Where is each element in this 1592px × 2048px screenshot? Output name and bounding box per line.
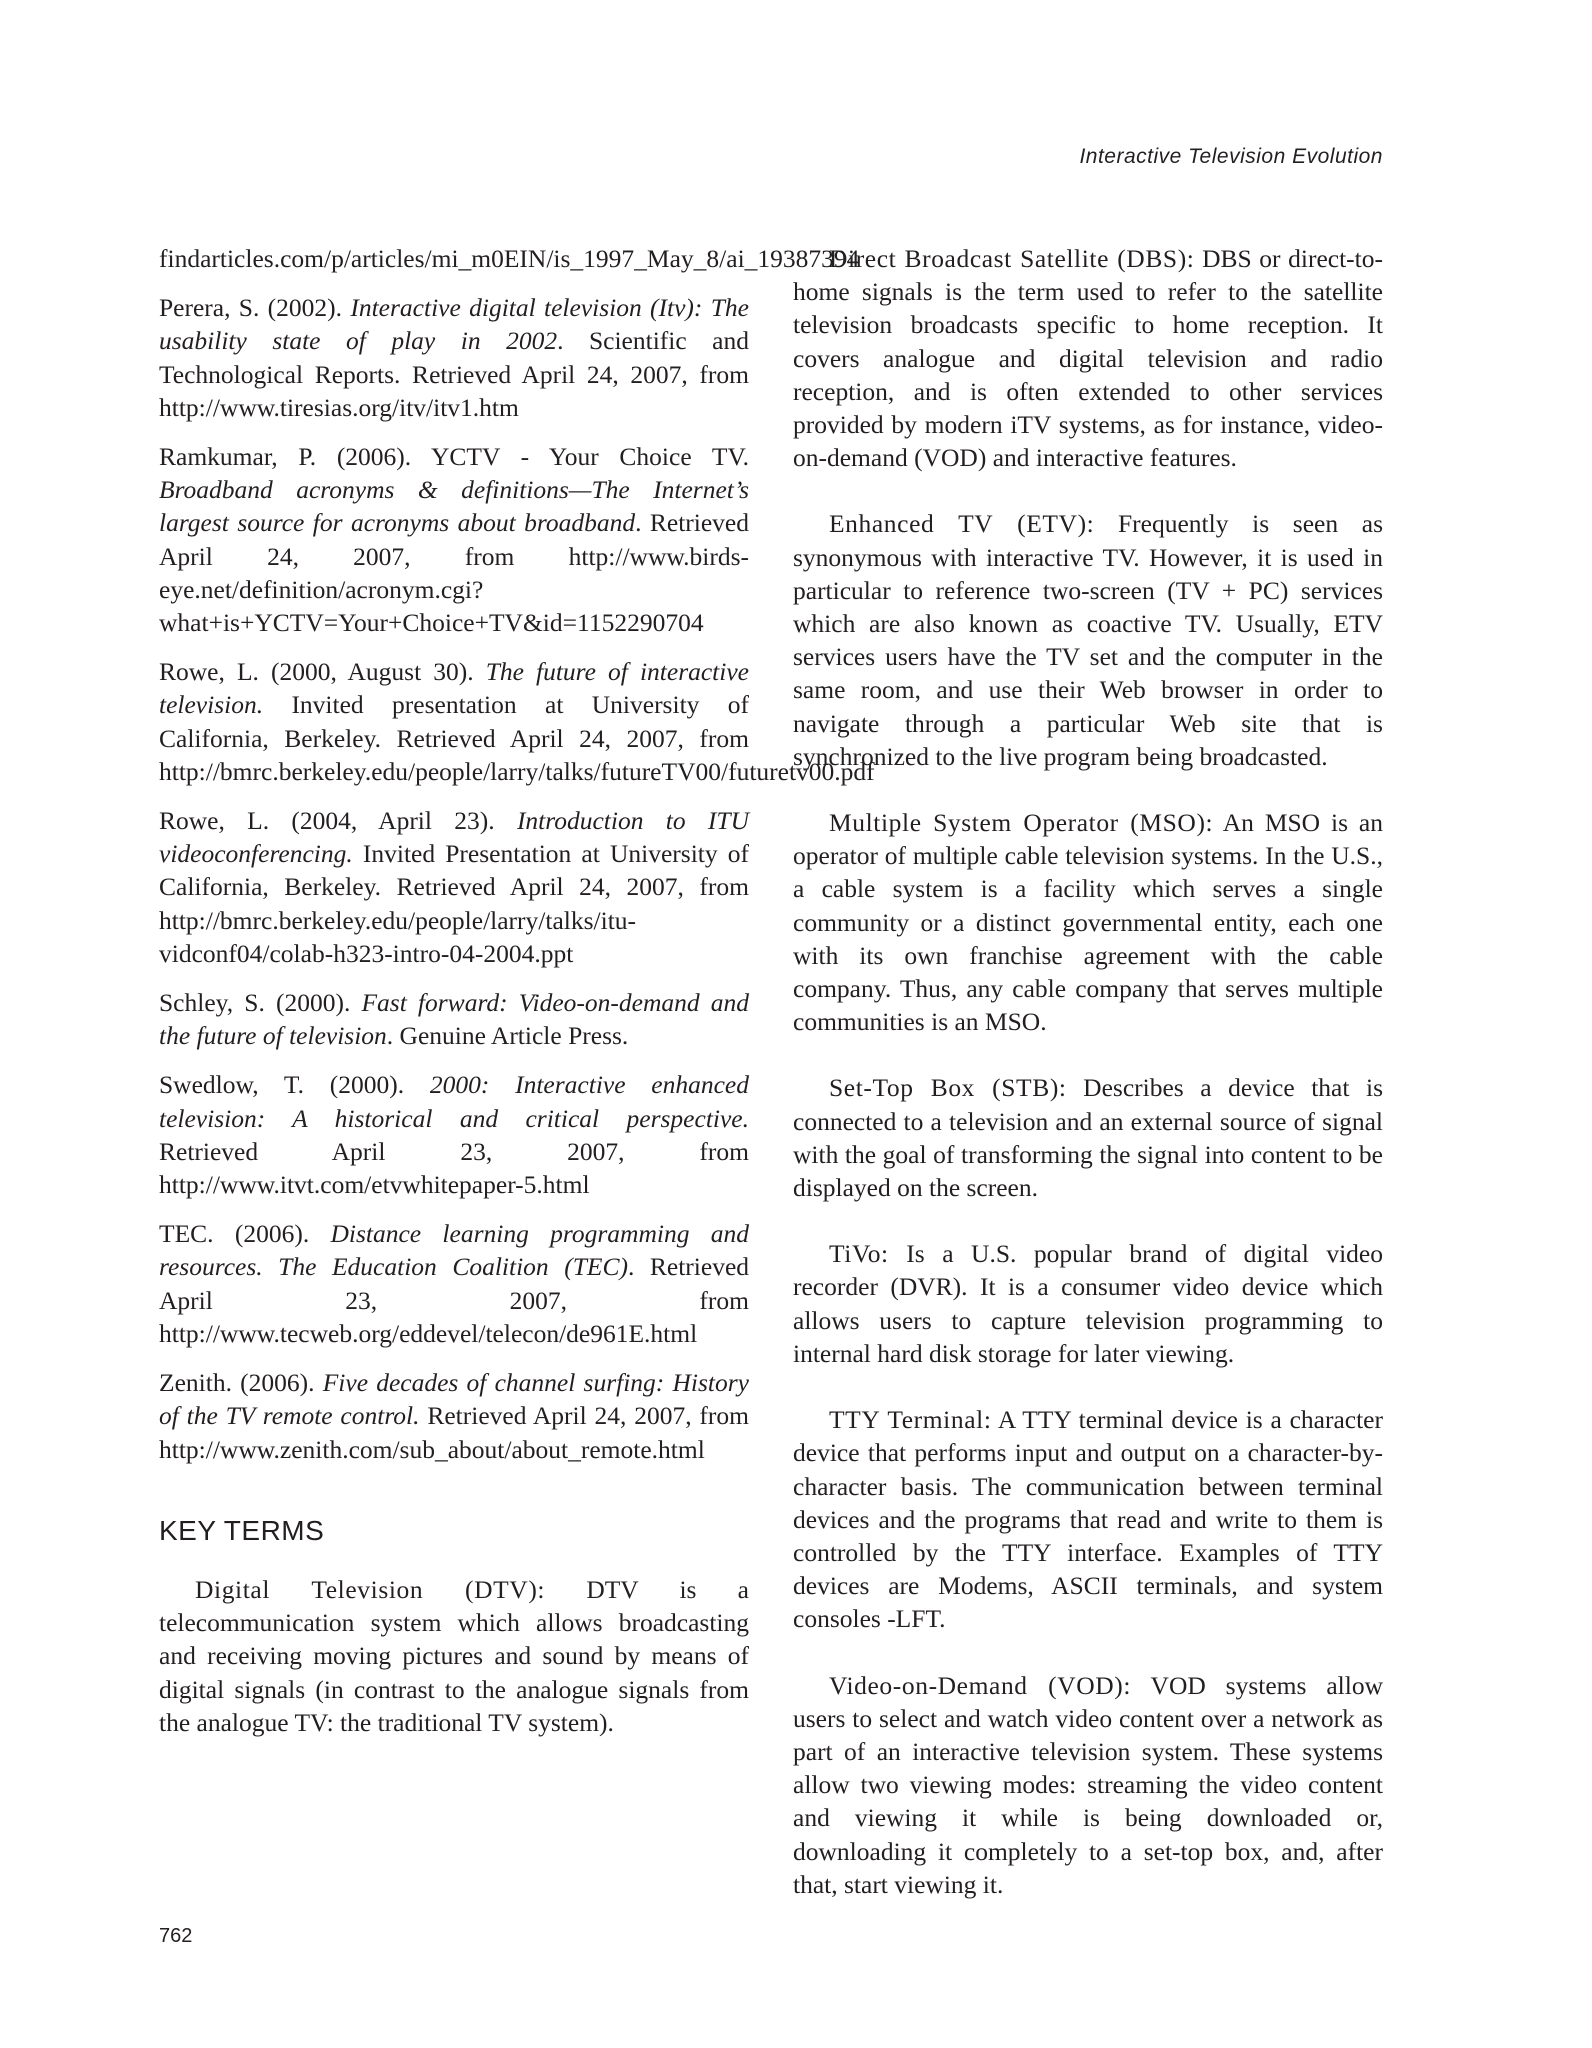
key-term-definition: Frequently is seen as synonymous with interactive TV. However, it is used in particular to reference two-screen (TV + PC) services which are also known as coactive TV. Usually, ETV services users have the TV set and the computer in the same room, and use their Web browser in order to navigate through a particular Web site that is synchronized to the live program being broadcasted. — [793, 509, 1383, 771]
reference-entry — [159, 804, 749, 970]
reference-author: Rowe, L. (2004, April 23). — [159, 806, 517, 836]
key-term-definition: Is a U.S. popular brand of digital video recorder (DVR). It is a consumer video device which allows users to capture television programming to internal hard disk storage for later viewing. — [793, 1239, 1383, 1368]
reference-author: Schley, S. (2000). — [159, 988, 362, 1018]
reference-entry — [159, 242, 860, 275]
key-term-definition: DBS or direct-to-home signals is the term used to refer to the satellite television broadcasts specific to home reception. It covers analogue and digital television and radio reception, and is often extended to other services provided by modern iTV systems, as for instance, video-on-demand (VOD) and interactive features. — [793, 244, 1383, 473]
key-term-entry — [793, 1237, 1383, 1370]
reference-source: . Genuine Article Press. — [386, 1021, 629, 1051]
reference-entry — [159, 986, 749, 1052]
reference-entry — [159, 291, 749, 424]
reference-author: Ramkumar, P. (2006). YCTV - Your Choice TV. — [159, 442, 749, 472]
key-term-name: Digital Television (DTV): — [195, 1574, 546, 1604]
key-term-entry — [793, 242, 1383, 474]
running-header: Interactive Television Evolution — [1079, 145, 1383, 168]
key-term-definition: DTV is a telecommunication system which allows broadcasting and receiving moving pictures and sound by means of digital signals (in contrast to the analogue signals from the analogue TV: the traditional TV system). — [159, 1574, 749, 1737]
key-term-entry — [793, 1071, 1383, 1204]
reference-entry — [159, 1068, 749, 1201]
reference-title: Introduction to ITU videoconferencing. — [159, 806, 749, 869]
key-term-name: TTY Terminal: — [829, 1405, 992, 1435]
key-term-definition: Describes a device that is connected to a television and an external source of signal with the goal of transforming the signal into content to be displayed on the screen. — [793, 1073, 1383, 1203]
key-term-name: Multiple System Operator (MSO): — [829, 808, 1214, 838]
key-term-entry — [793, 806, 1383, 1038]
key-term-entry — [793, 507, 1383, 773]
reference-title: Distance learning programming and resources. The Education Coalition (TEC) — [159, 1219, 749, 1282]
reference-source: . Scientific and Technological Reports. Retrieved April 24, 2007, from http://www.tiresias.org/itv/itv1.htm — [159, 326, 749, 422]
key-term-name: Set-Top Box (STB): — [829, 1073, 1067, 1103]
reference-entry — [159, 440, 749, 639]
reference-author: findarticles.com/p/articles/mi_m0EIN/is_1997_May_8/ai_19387394 — [159, 244, 860, 273]
right-column — [793, 242, 1383, 1934]
reference-entry — [159, 1217, 749, 1350]
key-term-entry — [159, 1573, 749, 1739]
key-terms-heading: KEY TERMS — [159, 1514, 325, 1546]
reference-source: . Retrieved April 23, 2007, from http://www.tecweb.org/eddevel/telecon/de961E.html — [159, 1252, 750, 1348]
key-term-definition: An MSO is an operator of multiple cable television systems. In the U.S., a cable system is a facility which serves a single community or a distinct governmental entity, each one with its own franchise agreement with the cable company. Thus, any cable company that serves multiple communities is an MSO. — [793, 808, 1384, 1037]
reference-source: Invited Presentation at University of California, Berkeley. Retrieved April 24, 2007, from http://bmrc.berkeley.edu/people/larry/talks/itu-vidconf04/colab-h323-intro-04-2004.ppt — [159, 839, 749, 968]
reference-title: Fast forward: Video-on-demand and the future of television — [159, 988, 749, 1051]
reference-title: Broadband acronyms & definitions—The Internet’s largest source for acronyms about broadband — [159, 475, 749, 538]
reference-author: Swedlow, T. (2000). — [159, 1070, 430, 1100]
key-term-name: Direct Broadcast Satellite (DBS): — [829, 244, 1195, 273]
reference-source: Invited presentation at University of California, Berkeley. Retrieved April 24, 2007, from http://bmrc.berkeley.edu/people/larry/talks/futureTV00/futuretv00.pdf — [159, 690, 875, 786]
key-term-definition: VOD systems allow users to select and watch video content over a network as part of an interactive television system. These systems allow two viewing modes: streaming the video content and viewing it while is being downloaded or, downloading it completely to a set-top box, and, after that, start viewing it. — [793, 1670, 1383, 1899]
reference-author: TEC. (2006). — [159, 1219, 331, 1249]
reference-title: The future of interactive television. — [159, 657, 749, 720]
reference-entry — [159, 655, 875, 788]
key-terms-right — [793, 242, 1383, 1901]
reference-author: Zenith. (2006). — [159, 1368, 323, 1398]
key-terms-left — [159, 1573, 749, 1739]
reference-title: Five decades of channel surfing: History of the TV remote control. — [159, 1368, 749, 1431]
reference-author: Rowe, L. (2000, August 30). — [159, 657, 486, 687]
page-number: 762 — [159, 1925, 193, 1947]
reference-entry — [159, 1366, 749, 1466]
reference-source: Retrieved April 23, 2007, from http://www.itvt.com/etvwhitepaper-5.html — [159, 1136, 749, 1200]
reference-title: Interactive digital television (Itv): The usability state of play in 2002 — [159, 293, 749, 356]
key-term-name: TiVo: — [829, 1239, 889, 1269]
key-term-name: Enhanced TV (ETV): — [829, 509, 1095, 539]
key-term-name: Video-on-Demand (VOD): — [829, 1670, 1132, 1700]
reference-author: Perera, S. (2002). — [159, 293, 351, 323]
key-term-entry — [793, 1669, 1383, 1901]
key-term-entry — [793, 1403, 1383, 1635]
reference-source: Retrieved April 24, 2007, from http://www.zenith.com/sub_about/about_remote.html — [159, 1401, 749, 1464]
reference-title: 2000: Interactive enhanced television: A historical and critical perspective. — [159, 1070, 750, 1133]
reference-source: . Retrieved April 24, 2007, from http://www.birds-eye.net/definition/acronym.cgi?what+is+YCTV=Your+Choice+TV&id=1152290704 — [159, 508, 750, 638]
key-term-definition: A TTY terminal device is a character device that performs input and output on a character-by-character basis. The communication between terminal devices and the programs that read and write to them is controlled by the TTY interface. Examples of TTY devices are Modems, ASCII terminals, and system consoles -LFT. — [793, 1405, 1383, 1634]
